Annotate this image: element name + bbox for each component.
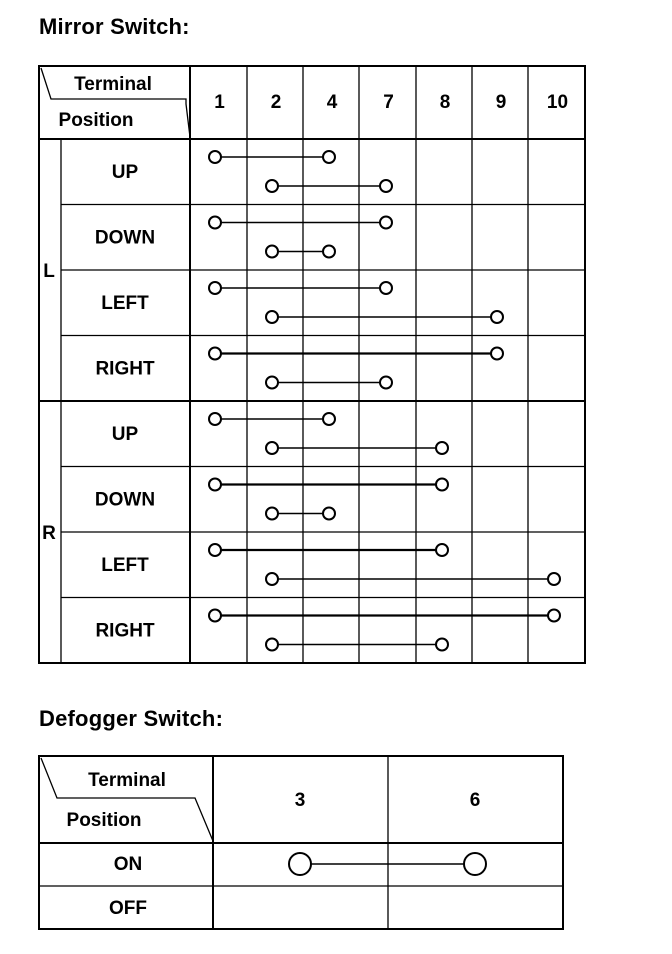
terminal-node-1 (209, 610, 221, 622)
terminal-node-7 (380, 180, 392, 192)
mirror-side-label: R (42, 523, 56, 545)
terminal-node-9 (491, 311, 503, 323)
terminal-node-1 (209, 413, 221, 425)
terminal-node-3 (289, 853, 311, 875)
mirror-terminal-label: 10 (546, 92, 569, 114)
terminal-node-7 (380, 377, 392, 389)
terminal-node-9 (491, 348, 503, 360)
terminal-node-8 (436, 442, 448, 454)
terminal-node-1 (209, 348, 221, 360)
mirror-switch-title: Mirror Switch: (39, 14, 190, 39)
mirror-terminal-label: 9 (495, 92, 507, 114)
mirror-position-label: UP (111, 161, 139, 183)
terminal-node-10 (548, 573, 560, 585)
terminal-node-1 (209, 479, 221, 491)
defogger-position-label: ON (113, 854, 143, 876)
mirror-side-label: L (43, 261, 55, 283)
terminal-node-6 (464, 853, 486, 875)
mirror-terminal-label: 8 (439, 92, 451, 114)
terminal-node-2 (266, 573, 278, 585)
terminal-node-4 (323, 246, 335, 258)
terminal-node-4 (323, 151, 335, 163)
mirror-terminal-label: 7 (383, 92, 394, 114)
terminal-node-7 (380, 217, 392, 229)
mirror-position-label: DOWN (94, 489, 156, 511)
mirror-position-label: LEFT (101, 554, 149, 576)
mirror-position-label: UP (111, 423, 139, 445)
terminal-node-8 (436, 479, 448, 491)
defogger-position-label: OFF (109, 898, 147, 920)
mirror-terminal-label: 2 (270, 92, 282, 114)
terminal-node-1 (209, 544, 221, 556)
terminal-node-1 (209, 217, 221, 229)
terminal-node-4 (323, 508, 335, 520)
defogger-header-position: Position (66, 810, 142, 832)
mirror-terminal-label: 4 (326, 92, 338, 114)
terminal-node-8 (436, 639, 448, 651)
terminal-node-2 (266, 246, 278, 258)
terminal-node-1 (209, 282, 221, 294)
defogger-switch-title: Defogger Switch: (39, 706, 224, 731)
mirror-position-label: LEFT (101, 292, 149, 314)
defogger-terminal-label: 6 (469, 790, 481, 812)
terminal-node-2 (266, 508, 278, 520)
terminal-node-10 (548, 610, 560, 622)
terminal-node-2 (266, 639, 278, 651)
mirror-position-label: RIGHT (95, 358, 155, 380)
mirror-position-label: RIGHT (95, 620, 155, 642)
defogger-header-terminal: Terminal (88, 770, 166, 792)
defogger-terminal-label: 3 (294, 790, 306, 812)
terminal-node-1 (209, 151, 221, 163)
terminal-node-7 (380, 282, 392, 294)
mirror-terminal-label: 1 (214, 92, 225, 114)
mirror-position-label: DOWN (94, 227, 156, 249)
terminal-node-4 (323, 413, 335, 425)
terminal-node-2 (266, 311, 278, 323)
mirror-header-terminal: Terminal (74, 74, 152, 96)
terminal-node-8 (436, 544, 448, 556)
mirror-header-position: Position (58, 110, 134, 132)
terminal-node-2 (266, 180, 278, 192)
terminal-node-2 (266, 377, 278, 389)
terminal-node-2 (266, 442, 278, 454)
